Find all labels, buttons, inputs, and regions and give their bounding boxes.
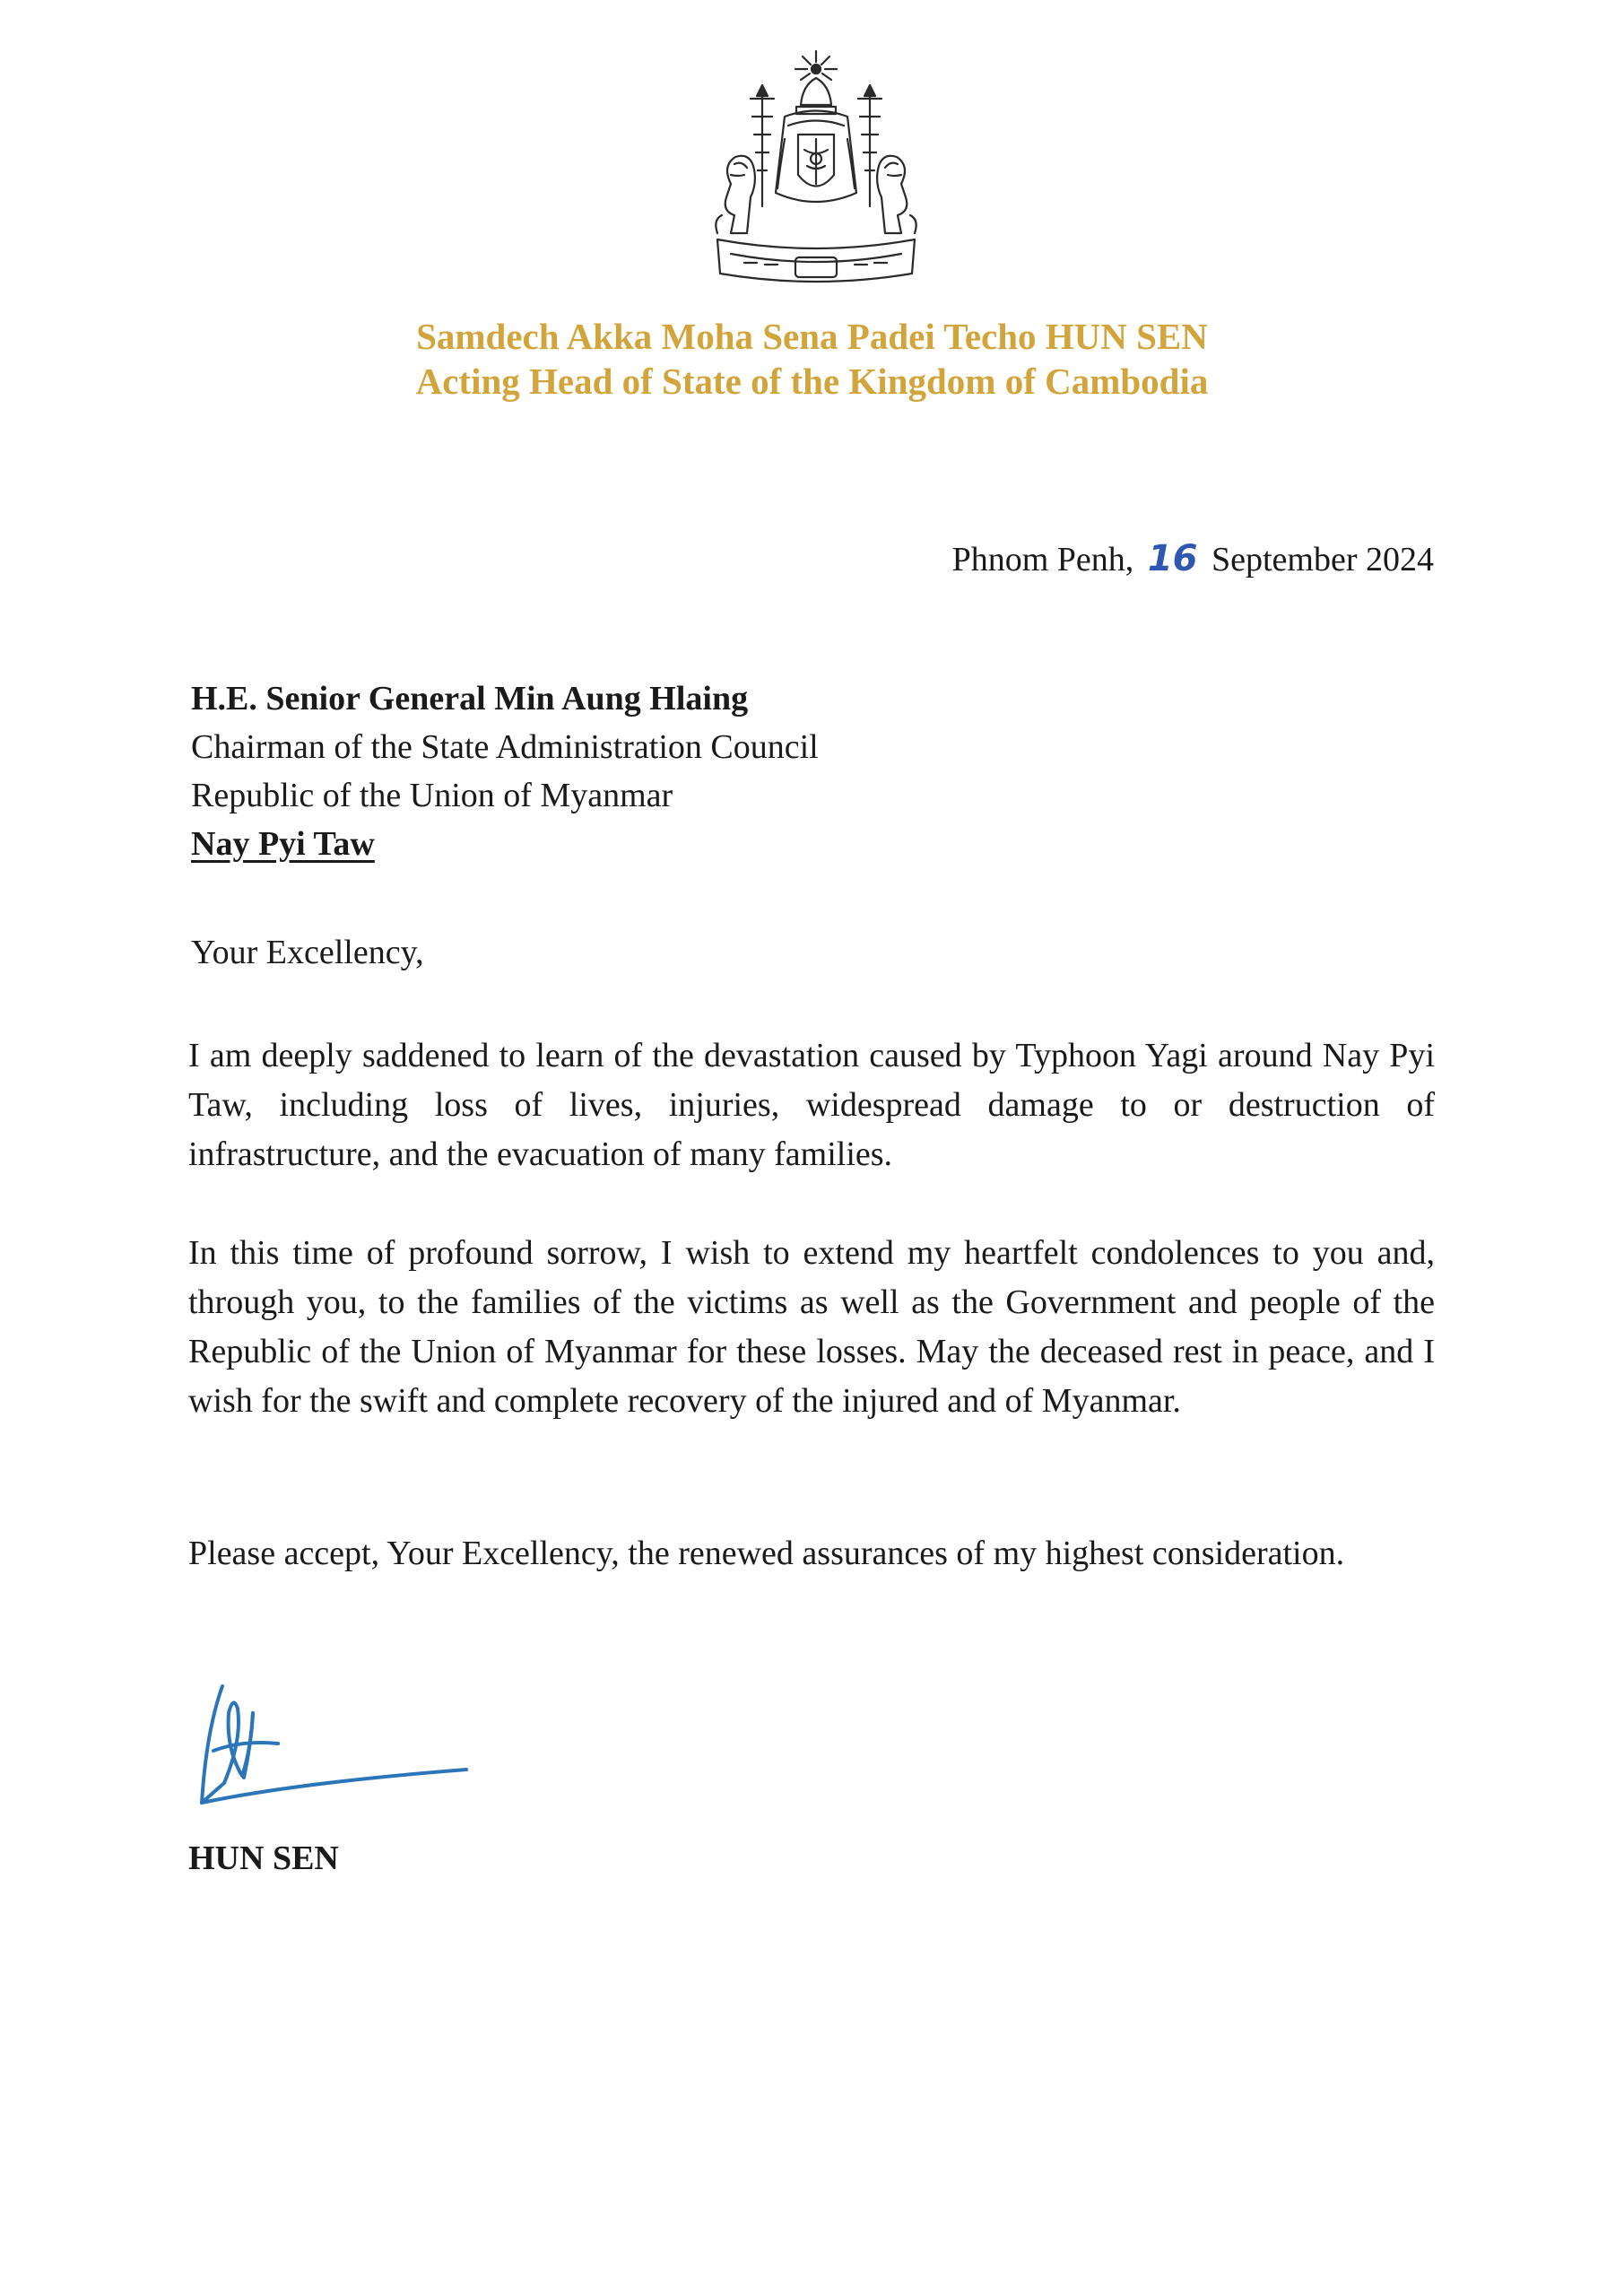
letter-date [952,536,1434,582]
body-paragraph-2: In this time of profound sorrow, I wish to extend my heartfelt condolences to you and, through you, to the families of the victims as well as the Government and people of the Republic of the Union of Myanmar for these losses. May the deceased rest in peace, and I wish for the swift and complete recovery of the injured and of Myanmar. [188,1234,1435,1420]
recipient-city: Nay Pyi Taw [191,825,375,863]
letterhead-sender-name: Samdech Akka Moha Sena Padei Techo HUN SEN [416,316,1208,357]
recipient-title: Chairman of the State Administration Council [191,728,819,766]
body-paragraph-1: I am deeply saddened to learn of the devastation caused by Typhoon Yagi around Nay Pyi Taw, including loss of lives, injuries, widespread damage to or destruction of infrastructure, and the evacuation of many families. [188,1037,1435,1173]
handwritten-signature-icon [188,1677,475,1812]
date-day-handwritten: 16 [1147,538,1198,579]
cambodia-royal-coat-of-arms-icon [695,49,937,296]
recipient-country: Republic of the Union of Myanmar [191,777,673,814]
recipient-name: H.E. Senior General Min Aung Hlaing [191,680,749,718]
signer-name: HUN SEN [188,1839,339,1877]
date-month-year: September 2024 [1211,541,1434,578]
salutation: Your Excellency, [191,934,424,971]
date-place: Phnom Penh, [951,541,1134,578]
letterhead-sender-title: Acting Head of State of the Kingdom of Cambodia [415,361,1209,402]
body-paragraph-3: Please accept, Your Excellency, the renewed assurances of my highest consideration. [188,1535,1345,1572]
